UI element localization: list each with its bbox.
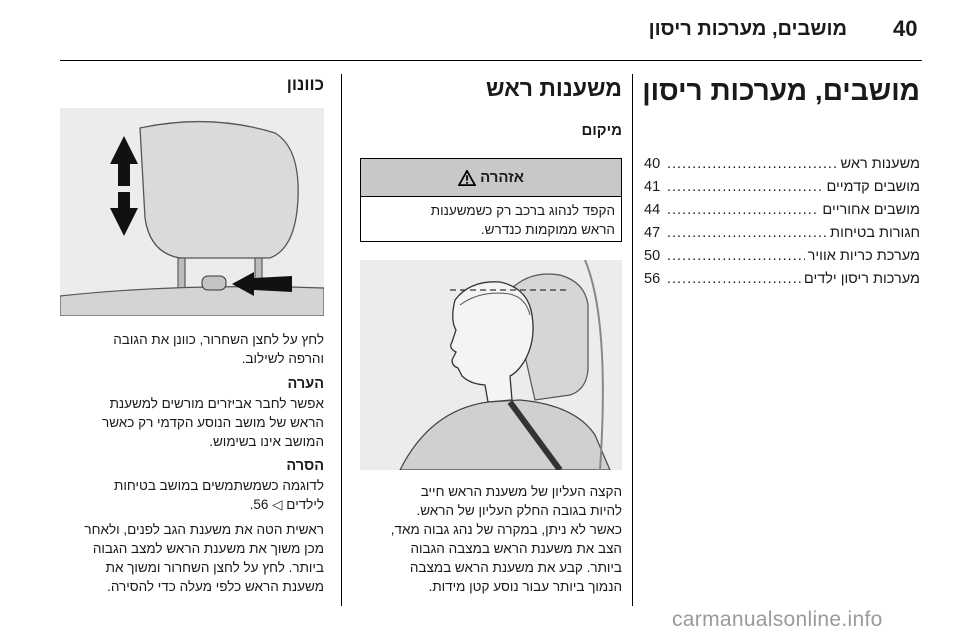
page-number: 40 (893, 16, 918, 41)
warning-header (361, 159, 621, 197)
paragraph-line: הצב את משענת הראש במצבה הגבוה (410, 541, 622, 556)
paragraph-line: הנמוך ביותר עבור נוסע קטן מידות. (428, 579, 622, 594)
toc-label: מערכת כריות אוויר (807, 248, 920, 264)
toc-item[interactable] (644, 271, 920, 294)
headrest-adjust-illustration (60, 108, 324, 316)
toc-page: 40 (644, 156, 661, 172)
removal-instruction-line: משענת הראש כלפי מעלה כדי להסירה. (107, 579, 324, 594)
warning-text (361, 197, 621, 239)
section-title: משענות ראש (486, 75, 622, 101)
toc-label: חגורות בטיחות (830, 225, 920, 241)
chapter-column (644, 74, 920, 294)
note-line: הראש של מושב הנוסע הקדמי רק כאשר (102, 415, 324, 430)
toc-leader (667, 156, 838, 172)
column-divider-right (632, 74, 633, 606)
toc-leader (667, 179, 823, 195)
toc-item[interactable] (644, 156, 920, 179)
paragraph-line: הקצה העליון של משענת הראש חייב (420, 484, 622, 499)
toc-item[interactable] (644, 248, 920, 271)
driver-profile-image (360, 260, 622, 470)
removal-instruction-line: מכן משוך את משענת הראש למצב הגבוה (92, 541, 324, 556)
toc-page: 44 (644, 202, 661, 218)
driver-headrest-illustration (360, 260, 622, 470)
toc-page: 50 (644, 248, 661, 264)
removal-instruction-line: ביותר. לחץ על לחצן השחרור ומשוך את (105, 560, 324, 575)
adjustment-line: לחץ על לחצן השחרור, כוונן את הגובה (113, 332, 324, 347)
page-header (0, 0, 960, 62)
toc-label: מערכות ריסון ילדים (803, 271, 920, 287)
adjustment-column (60, 74, 324, 606)
removal-instruction-line: ראשית הטה את משענת הגב לפנים, ולאחר (84, 522, 324, 537)
position-paragraph (360, 482, 622, 596)
chapter-title: מושבים, מערכות ריסון (642, 75, 920, 106)
header-rule (60, 60, 922, 61)
warning-line: הקפד לנהוג ברכב רק כשמשענות (430, 203, 615, 218)
toc-item[interactable] (644, 225, 920, 248)
removal-instructions (60, 520, 324, 596)
headrest-adjust-image (60, 108, 324, 316)
paragraph-line: כאשר לא ניתן, במקרה של נהג גבוה מאד, (390, 522, 622, 537)
adjustment-line: והרפה לשילוב. (241, 351, 324, 366)
toc-item[interactable] (644, 202, 920, 225)
note-line: המושב אינו בשימוש. (209, 434, 324, 449)
warning-heading: אזהרה (480, 169, 524, 186)
watermark: carmanualsonline.info (672, 608, 883, 631)
toc-leader (667, 202, 819, 218)
head-restraints-column (360, 74, 622, 606)
toc-label: משענות ראש (840, 156, 920, 172)
running-title: מושבים, מערכות ריסון (648, 18, 847, 40)
warning-triangle-icon (458, 170, 476, 186)
column-divider-left (341, 74, 342, 606)
adjustment-text (60, 330, 324, 368)
removal-heading: הסרה (286, 458, 324, 474)
paragraph-line: להיות בגובה החלק העליון של הראש. (416, 503, 622, 518)
toc-page: 47 (644, 225, 661, 241)
removal-text (60, 476, 324, 514)
warning-box (360, 158, 622, 242)
note-line: אפשר לחבר אביזרים מורשים למשענת (109, 396, 324, 411)
toc-label: מושבים קדמיים (826, 179, 920, 195)
toc-item[interactable] (644, 179, 920, 202)
note-heading: הערה (287, 376, 324, 392)
toc-leader (667, 271, 801, 287)
warning-line: הראש ממוקמות כנדרש. (480, 222, 615, 237)
note-text (60, 394, 324, 451)
paragraph-line: ביותר. קבע את משענת הראש במצבה (409, 560, 622, 575)
toc-leader (667, 225, 827, 241)
table-of-contents (644, 156, 920, 294)
adjustment-heading: כוונון (286, 75, 324, 94)
toc-label: מושבים אחוריים (822, 202, 920, 218)
removal-line: לילדים ◁ 56. (249, 497, 324, 512)
subheading-position: מיקום (581, 122, 622, 139)
removal-line: לדוגמה כשמשתמשים במושב בטיחות (114, 478, 324, 493)
toc-page: 56 (644, 271, 661, 287)
toc-page: 41 (644, 179, 661, 195)
toc-leader (667, 248, 805, 264)
